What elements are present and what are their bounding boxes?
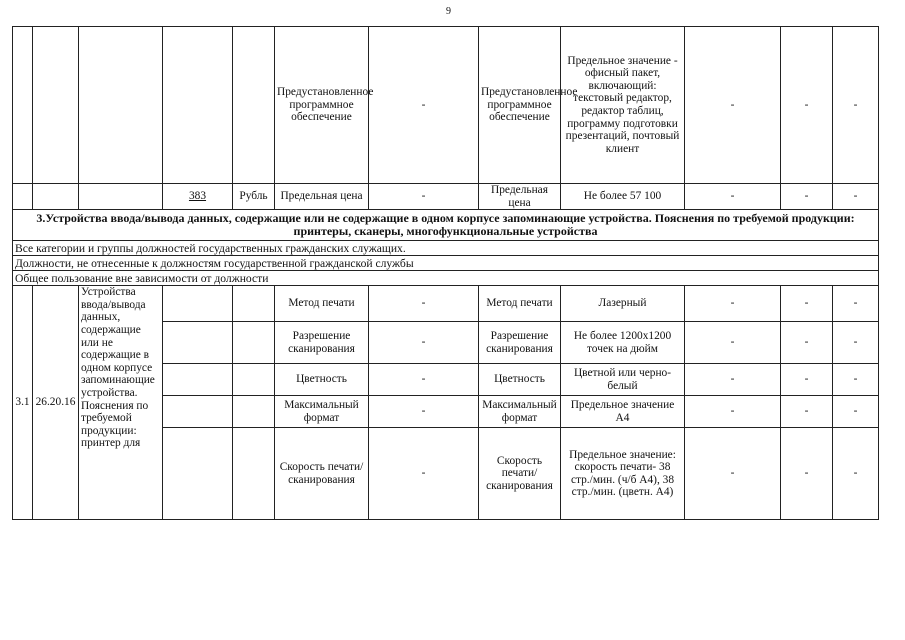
category-text: Должности, не отнесенные к должностям государственной гражданской службы (13, 256, 879, 271)
empty-cell (233, 396, 275, 428)
extra-value: - (833, 27, 879, 184)
extra-value: - (685, 27, 781, 184)
extra-value: - (833, 364, 879, 396)
extra-value: - (781, 364, 833, 396)
empty-cell (33, 184, 79, 210)
requirements-table (12, 26, 874, 515)
page-number: 9 (446, 6, 451, 17)
category-text: Все категории и группы должностей государственных гражданских служащих. (13, 241, 879, 256)
extra-value: - (781, 322, 833, 364)
section-row (13, 210, 879, 241)
characteristic-name: Разрешение сканирования (275, 322, 369, 364)
extra-value: - (685, 364, 781, 396)
characteristic-value: Предельное значение А4 (561, 396, 685, 428)
category-text: Общее пользование вне зависимости от должности (13, 271, 879, 286)
empty-cell (163, 322, 233, 364)
extra-value: - (833, 184, 879, 210)
characteristic-name: Предельная цена (275, 184, 369, 210)
characteristic-value: - (369, 27, 479, 184)
characteristic-name: Метод печати (275, 286, 369, 322)
extra-value: - (833, 286, 879, 322)
characteristic-value: - (369, 428, 479, 520)
item-name: Устройства ввода/вывода данных, содержащие или не содержащие в одном корпусе запоминающие устройства. Пояснения по требуемой продукции: принтер для (79, 286, 163, 520)
extra-value: - (781, 428, 833, 520)
table-row (13, 27, 879, 184)
extra-value: - (685, 396, 781, 428)
characteristic-value: Лазерный (561, 286, 685, 322)
characteristic-name: Цветность (479, 364, 561, 396)
empty-cell (163, 27, 233, 184)
characteristic-name: Предустановленное программное обеспечение (275, 27, 369, 184)
characteristic-value: - (369, 184, 479, 210)
empty-cell (233, 428, 275, 520)
table-row (13, 286, 879, 322)
characteristic-value: Не более 57 100 (561, 184, 685, 210)
extra-value: - (833, 428, 879, 520)
extra-value: - (781, 396, 833, 428)
empty-cell (233, 322, 275, 364)
characteristic-name: Предельная цена (479, 184, 561, 210)
characteristic-value: - (369, 364, 479, 396)
characteristic-name: Максимальный формат (275, 396, 369, 428)
okei-code: 383 (163, 184, 233, 210)
extra-value: - (685, 428, 781, 520)
category-row (13, 241, 879, 256)
empty-cell (33, 27, 79, 184)
characteristic-name: Скорость печати/сканирования (479, 428, 561, 520)
empty-cell (233, 27, 275, 184)
characteristic-value: Цветной или черно-белый (561, 364, 685, 396)
empty-cell (79, 27, 163, 184)
extra-value: - (781, 286, 833, 322)
extra-value: - (685, 286, 781, 322)
characteristic-name: Метод печати (479, 286, 561, 322)
category-row (13, 256, 879, 271)
extra-value: - (781, 184, 833, 210)
empty-cell (233, 364, 275, 396)
empty-cell (163, 396, 233, 428)
characteristic-value: Предельное значение - офисный пакет, включающий: текстовый редактор, редактор таблиц, программу подготовки презентаций, почтовый клиент (561, 27, 685, 184)
empty-cell (163, 428, 233, 520)
extra-value: - (685, 322, 781, 364)
extra-value: - (781, 27, 833, 184)
characteristic-name: Максимальный формат (479, 396, 561, 428)
table-row (13, 184, 879, 210)
extra-value: - (833, 396, 879, 428)
characteristic-name: Цветность (275, 364, 369, 396)
characteristic-value: Предельное значение: скорость печати- 38 стр./мин. (ч/б А4), 38 стр./мин. (цветн. А4) (561, 428, 685, 520)
characteristic-name: Разрешение сканирования (479, 322, 561, 364)
empty-cell (163, 364, 233, 396)
empty-cell (233, 286, 275, 322)
empty-cell (163, 286, 233, 322)
empty-cell (13, 27, 33, 184)
extra-value: - (833, 322, 879, 364)
characteristic-value: - (369, 396, 479, 428)
okpd-code: 26.20.16 (33, 286, 79, 520)
item-number: 3.1 (13, 286, 33, 520)
characteristic-name: Скорость печати/сканирования (275, 428, 369, 520)
section-title: 3.Устройства ввода/вывода данных, содержащие или не содержащие в одном корпусе запоминающие устройства. Пояснения по требуемой продукции: принтеры, сканеры, многофункциональные устройства (13, 210, 879, 241)
characteristic-value: Не более 1200x1200 точек на дюйм (561, 322, 685, 364)
empty-cell (13, 184, 33, 210)
unit-name: Рубль (233, 184, 275, 210)
empty-cell (79, 184, 163, 210)
characteristic-value: - (369, 322, 479, 364)
category-row (13, 271, 879, 286)
characteristic-value: - (369, 286, 479, 322)
extra-value: - (685, 184, 781, 210)
characteristic-name: Предустановленное программное обеспечение (479, 27, 561, 184)
